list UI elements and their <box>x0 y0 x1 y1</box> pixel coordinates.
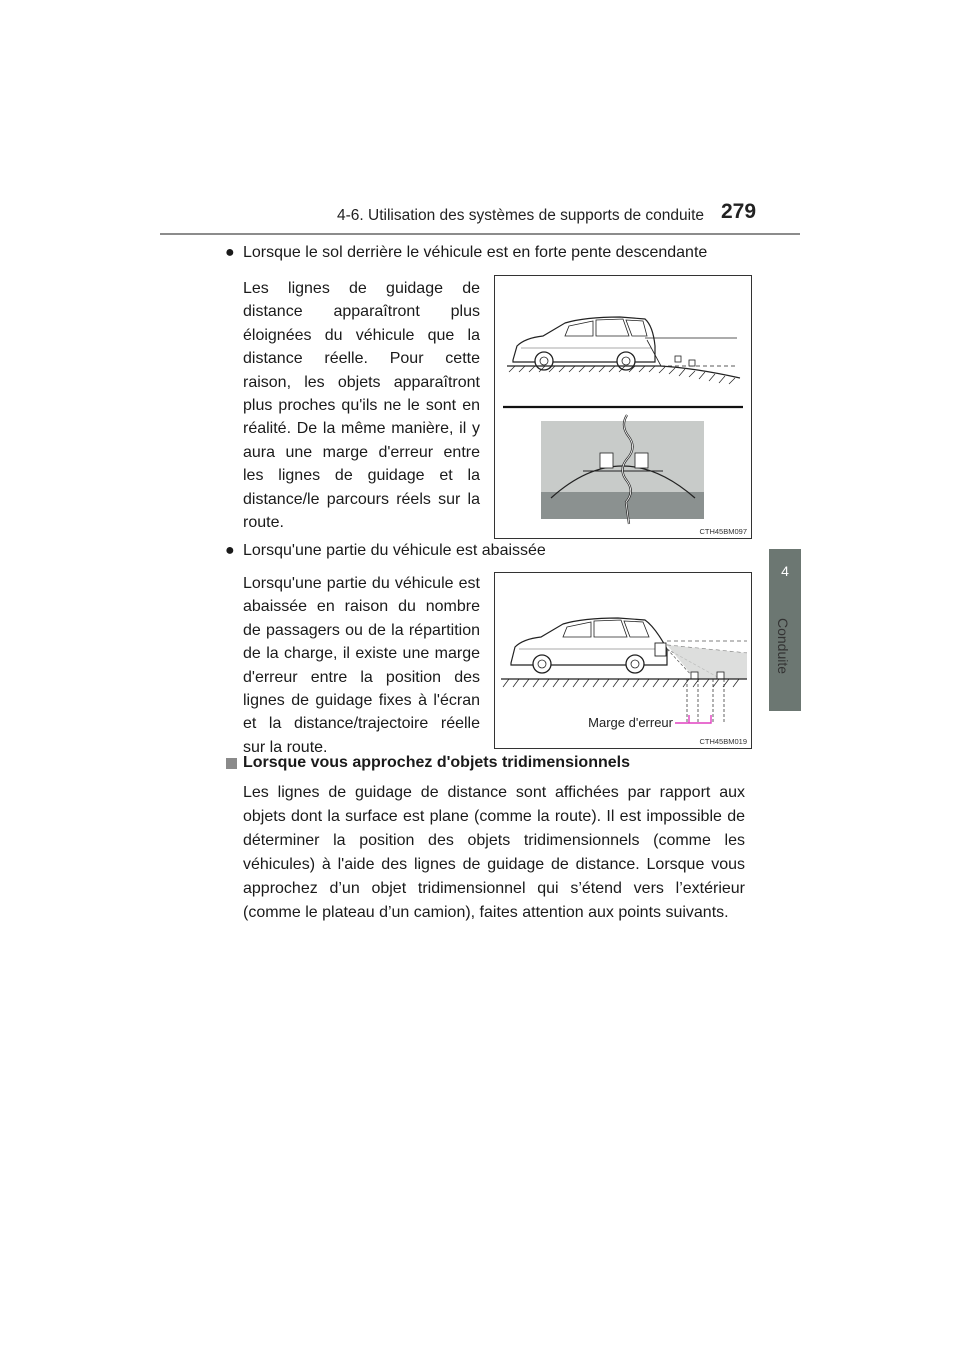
header-title: 4-6. Utilisation des systèmes de supports de conduite <box>337 207 705 224</box>
page-number: 279 <box>721 200 757 223</box>
lowered-vehicle-illustration <box>495 573 751 748</box>
chapter-number: 4 <box>781 563 789 579</box>
slope-figure <box>494 275 752 539</box>
bullet-heading: Lorsqu'une partie du véhicule est abaissée <box>243 542 546 559</box>
car-side-view <box>513 317 655 370</box>
bullet-heading: Lorsque le sol derrière le véhicule est en forte pente descendante <box>243 244 708 261</box>
ground-hatching <box>503 679 739 687</box>
error-margin-bracket <box>675 715 711 723</box>
section-title: Lorsque vous approchez d'objets tridimensionnels <box>243 754 630 771</box>
bullet-icon: ● <box>225 244 235 261</box>
bullet-icon: ● <box>225 542 235 559</box>
error-margin-label: Marge d'erreur <box>588 715 673 730</box>
section-body: Les lignes de guidage de distance sont affichées par rapport aux objets dont la surface est plane (comme la route). Il est impossible de déterminer la position des objets tridimensionnels (comme les véhicules) à l'aide des lignes de guidage de distance. Lorsque vous approchez d’un objet tridimensionnel qui s’étend vers l’extérieur (comme le plateau d’un camion), faites attention aux points suivants. <box>243 784 745 921</box>
bullet-body: Les lignes de guidage de distance apparaîtront plus éloignées du véhicule que la distance réelle. Pour cette raison, les objets apparaîtront plus proches qu'ils ne le sont en réalité. De la même manière, il y aura une marge d'erreur entre les lignes de guidage et la distance/le parcours réels sur la route. <box>243 280 480 532</box>
bullet-body: Lorsqu'une partie du véhicule est abaissée en raison du nombre de passagers ou de la répartition de la charge, il existe une marge d'erreur entre la position des lignes de guidage fixes à l'écran et la distance/trajectoire réelle sur la route. <box>243 575 480 756</box>
car-side-view <box>511 618 667 673</box>
figure-code: CTH45BM019 <box>699 737 747 746</box>
chapter-label: Conduite <box>775 618 791 675</box>
header-rule <box>160 233 800 235</box>
section-marker-icon <box>226 758 237 769</box>
slope-illustration <box>495 276 751 538</box>
lowered-vehicle-figure <box>494 572 752 749</box>
figure-code: CTH45BM097 <box>699 527 747 536</box>
